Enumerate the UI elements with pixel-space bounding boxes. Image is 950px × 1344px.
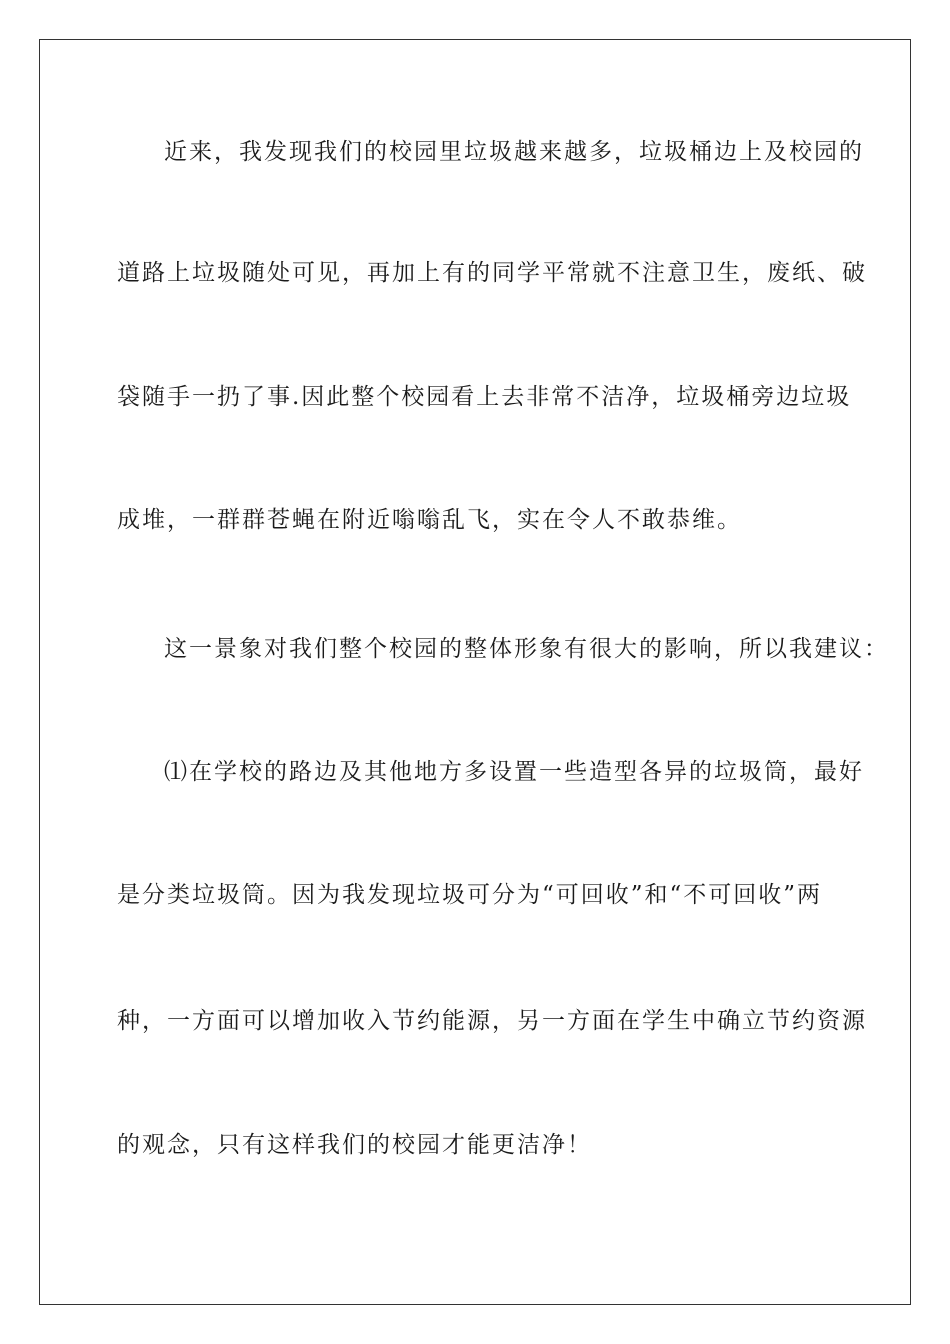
- paragraph-1-line-1: 近来，我发现我们的校园里垃圾越来越多，垃圾桶边上及校园的: [164, 139, 864, 165]
- paragraph-2-line-1: 这一景象对我们整个校园的整体形象有很大的影响，所以我建议：: [164, 636, 889, 662]
- paragraph-3-line-2: 是分类垃圾筒。因为我发现垃圾可分为“可回收”和“不可回收”两: [117, 882, 823, 908]
- paragraph-1-line-4: 成堆，一群群苍蝇在附近嗡嗡乱飞，实在令人不敢恭维。: [117, 507, 742, 533]
- page-border: [39, 39, 911, 1305]
- paragraph-1-line-2: 道路上垃圾随处可见，再加上有的同学平常就不注意卫生，废纸、破: [117, 260, 867, 286]
- paragraph-3-line-1: ⑴在学校的路边及其他地方多设置一些造型各异的垃圾筒，最好: [164, 759, 864, 785]
- paragraph-3-line-4: 的观念，只有这样我们的校园才能更洁净！: [117, 1132, 592, 1158]
- paragraph-1-line-3: 袋随手一扔了事.因此整个校园看上去非常不洁净，垃圾桶旁边垃圾: [117, 384, 852, 410]
- paragraph-3-line-3: 种，一方面可以增加收入节约能源，另一方面在学生中确立节约资源: [117, 1008, 867, 1034]
